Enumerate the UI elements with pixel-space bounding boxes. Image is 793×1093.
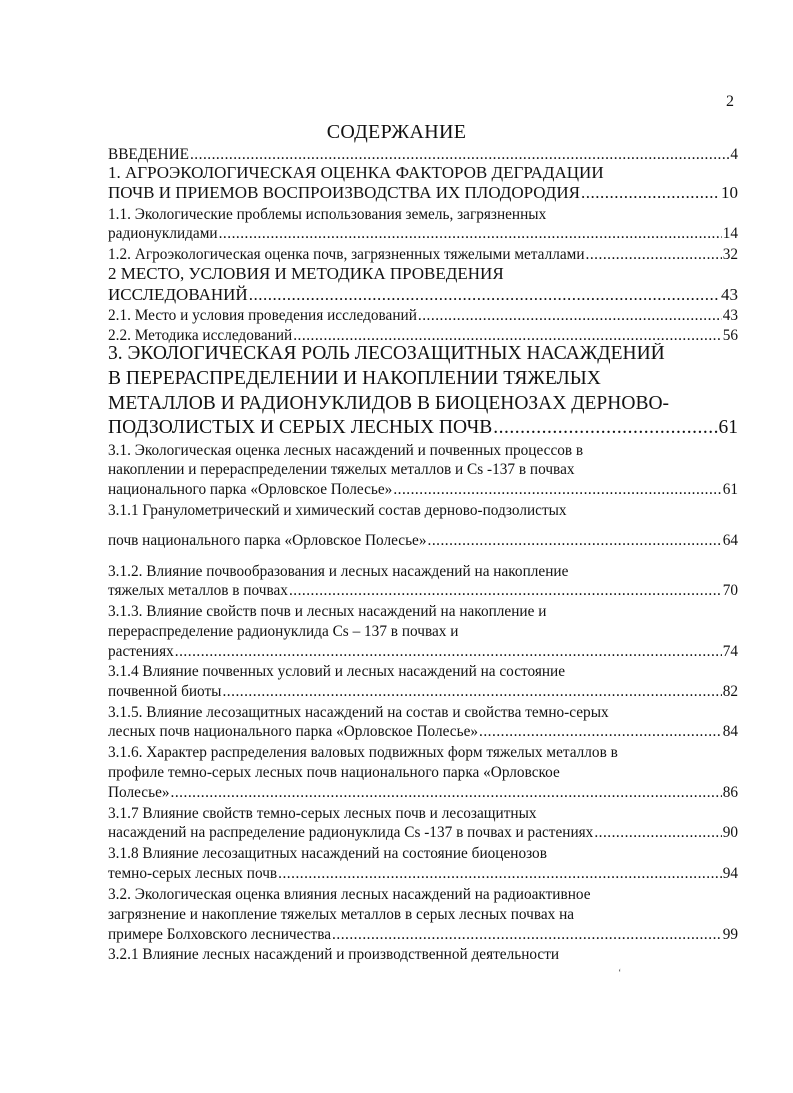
toc-entry-page: 43 xyxy=(722,307,738,324)
toc-entry-text: 2.1. Место и условия проведения исследований xyxy=(108,307,417,324)
leader-dots xyxy=(418,307,722,325)
page-number: 2 xyxy=(726,93,734,110)
toc-entry-page: 70 xyxy=(722,582,738,599)
toc-entry-text: лесных почв национального парка «Орловское Полесье» xyxy=(108,723,479,740)
toc-entry-text: насаждений на распределение радионуклида Cs -137 в почвах и растениях xyxy=(108,824,594,841)
toc-section-1-2[interactable] xyxy=(108,246,738,264)
toc-section-3-1-6-line-2[interactable]: профиле темно-серых лесных почв национального парка «Орловское xyxy=(108,764,560,781)
toc-chapter-3[interactable] xyxy=(108,417,738,439)
toc-section-2-1[interactable] xyxy=(108,307,738,325)
toc-section-3-1-5-line-1[interactable]: 3.1.5. Влияние лесозащитных насаждений на состав и свойства темно-серых xyxy=(108,704,609,721)
toc-section-3-1-line-1[interactable]: 3.1. Экологическая оценка лесных насаждений и почвенных процессов в xyxy=(108,442,584,459)
toc-entry-page: 94 xyxy=(722,865,738,882)
toc-entry-page: 14 xyxy=(722,225,738,242)
toc-entry-page: 86 xyxy=(722,784,738,801)
leader-dots xyxy=(393,481,721,499)
toc-entry-text: радионуклидами xyxy=(108,225,218,242)
leader-dots xyxy=(594,824,721,842)
toc-section-3-2-1-line-1[interactable]: 3.2.1 Влияние лесных насаждений и производственной деятельности xyxy=(108,946,560,963)
toc-entry-page: 61 xyxy=(718,417,738,438)
toc-chapter-3-line-1[interactable]: 3. ЭКОЛОГИЧЕСКАЯ РОЛЬ ЛЕСОЗАЩИТНЫХ НАСАЖДЕНИЙ xyxy=(108,343,665,364)
leader-dots xyxy=(332,926,722,944)
toc-entry-page: 43 xyxy=(721,285,738,304)
leader-dots xyxy=(278,865,722,883)
toc-entry-text: ИССЛЕДОВАНИЙ xyxy=(108,285,248,304)
toc-entry-page: 4 xyxy=(730,146,738,163)
toc-entry-text: национального парка «Орловское Полесье» xyxy=(108,481,393,498)
toc-chapter-1-line-1[interactable]: 1. АГРОЭКОЛОГИЧЕСКАЯ ОЦЕНКА ФАКТОРОВ ДЕГРАДАЦИИ xyxy=(108,163,604,182)
toc-section-1-1-line-1[interactable]: 1.1. Экологические проблемы использования земель, загрязненных xyxy=(108,206,547,223)
toc-entry-page: 32 xyxy=(722,246,738,263)
toc-section-3-1-2-line-1[interactable]: 3.1.2. Влияние почвообразования и лесных насаждений на накопление xyxy=(108,563,569,580)
toc-entry-page: 99 xyxy=(722,926,738,943)
leader-dots xyxy=(171,784,722,802)
toc-section-3-1-1-line-1[interactable]: 3.1.1 Гранулометрический и химический состав дерново-подзолистых xyxy=(108,502,567,519)
leader-dots xyxy=(428,532,722,550)
toc-entry-text: 2.2. Методика исследований xyxy=(108,327,293,344)
toc-chapter-2[interactable] xyxy=(108,285,738,305)
leader-dots xyxy=(249,285,720,305)
toc-section-3-1-6[interactable] xyxy=(108,784,738,802)
toc-section-3-2-line-2[interactable]: загрязнение и накопление тяжелых металлов в серых лесных почвах на xyxy=(108,906,575,923)
leader-dots xyxy=(581,183,720,203)
leader-dots xyxy=(479,723,722,741)
toc-entry-page: 10 xyxy=(721,183,738,202)
toc-section-1-1[interactable] xyxy=(108,225,738,243)
toc-chapter-1[interactable] xyxy=(108,183,738,203)
leader-dots xyxy=(493,417,717,439)
leader-dots xyxy=(219,225,722,243)
toc-entry-text: ВВЕДЕНИЕ xyxy=(108,146,189,163)
toc-section-3-1-7[interactable] xyxy=(108,824,738,842)
toc-entry-page: 90 xyxy=(722,824,738,841)
toc-section-3-2-line-1[interactable]: 3.2. Экологическая оценка влияния лесных насаждений на радиоактивное xyxy=(108,886,591,903)
toc-entry-text: почв национального парка «Орловское Полесье» xyxy=(108,532,427,549)
toc-entry-text: почвенной биоты xyxy=(108,683,222,700)
toc-section-3-1-6-line-1[interactable]: 3.1.6. Характер распределения валовых подвижных форм тяжелых металлов в xyxy=(108,744,618,761)
leader-dots xyxy=(222,683,721,701)
toc-section-3-1-8-line-1[interactable]: 3.1.8 Влияние лесозащитных насаждений на состояние биоценозов xyxy=(108,845,547,862)
leader-dots xyxy=(289,582,722,600)
toc-section-3-1-4[interactable] xyxy=(108,683,738,701)
toc-section-3-1-3[interactable] xyxy=(108,643,738,661)
toc-entry-page: 82 xyxy=(722,683,738,700)
toc-entry-page: 84 xyxy=(722,723,738,740)
toc-entry-introduction[interactable] xyxy=(108,146,738,164)
scan-speck: ‘ xyxy=(618,968,622,979)
toc-entry-text: растениях xyxy=(108,643,174,660)
toc-entry-text: ПОДЗОЛИСТЫХ И СЕРЫХ ЛЕСНЫХ ПОЧВ xyxy=(108,417,493,438)
page-title: СОДЕРЖАНИЕ xyxy=(326,121,467,143)
toc-section-3-1-7-line-1[interactable]: 3.1.7 Влияние свойств темно-серых лесных почв и лесозащитных xyxy=(108,805,537,822)
toc-entry-text: темно-серых лесных почв xyxy=(108,865,278,882)
toc-chapter-3-line-2[interactable]: В ПЕРЕРАСПРЕДЕЛЕНИИ И НАКОПЛЕНИИ ТЯЖЕЛЫХ xyxy=(108,368,601,389)
leader-dots xyxy=(175,643,722,661)
toc-section-3-1-3-line-1[interactable]: 3.1.3. Влияние свойств почв и лесных насаждений на накопление и xyxy=(108,603,547,620)
toc-entry-text: ПОЧВ И ПРИЕМОВ ВОСПРОИЗВОДСТВА ИХ ПЛОДОРОДИЯ xyxy=(108,183,580,202)
toc-section-3-1-line-2[interactable]: накоплении и перераспределении тяжелых металлов и Cs -137 в почвах xyxy=(108,461,575,478)
toc-section-3-1-3-line-2[interactable]: перераспределение радионуклида Cs – 137 в почвах и xyxy=(108,623,459,640)
toc-section-3-1-8[interactable] xyxy=(108,865,738,883)
toc-section-3-2[interactable] xyxy=(108,926,738,944)
toc-entry-text: 1.2. Агроэкологическая оценка почв, загрязненных тяжелыми металлами xyxy=(108,246,585,263)
toc-entry-page: 56 xyxy=(722,327,738,344)
leader-dots xyxy=(190,146,729,164)
toc-section-3-1[interactable] xyxy=(108,481,738,499)
toc-section-3-1-2[interactable] xyxy=(108,582,738,600)
toc-chapter-2-line-1[interactable]: 2 МЕСТО, УСЛОВИЯ И МЕТОДИКА ПРОВЕДЕНИЯ xyxy=(108,264,504,283)
toc-entry-text: примере Болховского лесничества xyxy=(108,926,332,943)
toc-section-3-1-4-line-1[interactable]: 3.1.4 Влияние почвенных условий и лесных насаждений на состояние xyxy=(108,663,566,680)
toc-section-3-1-5[interactable] xyxy=(108,723,738,741)
toc-section-3-1-1[interactable] xyxy=(108,532,738,550)
toc-entry-text: тяжелых металлов в почвах xyxy=(108,582,288,599)
toc-entry-page: 74 xyxy=(722,643,738,660)
toc-entry-text: Полесье» xyxy=(108,784,170,801)
toc-chapter-3-line-3[interactable]: МЕТАЛЛОВ И РАДИОНУКЛИДОВ В БИОЦЕНОЗАХ ДЕРНОВО- xyxy=(108,393,670,414)
toc-entry-page: 64 xyxy=(722,532,738,549)
leader-dots xyxy=(586,246,722,264)
toc-entry-page: 61 xyxy=(722,481,738,498)
